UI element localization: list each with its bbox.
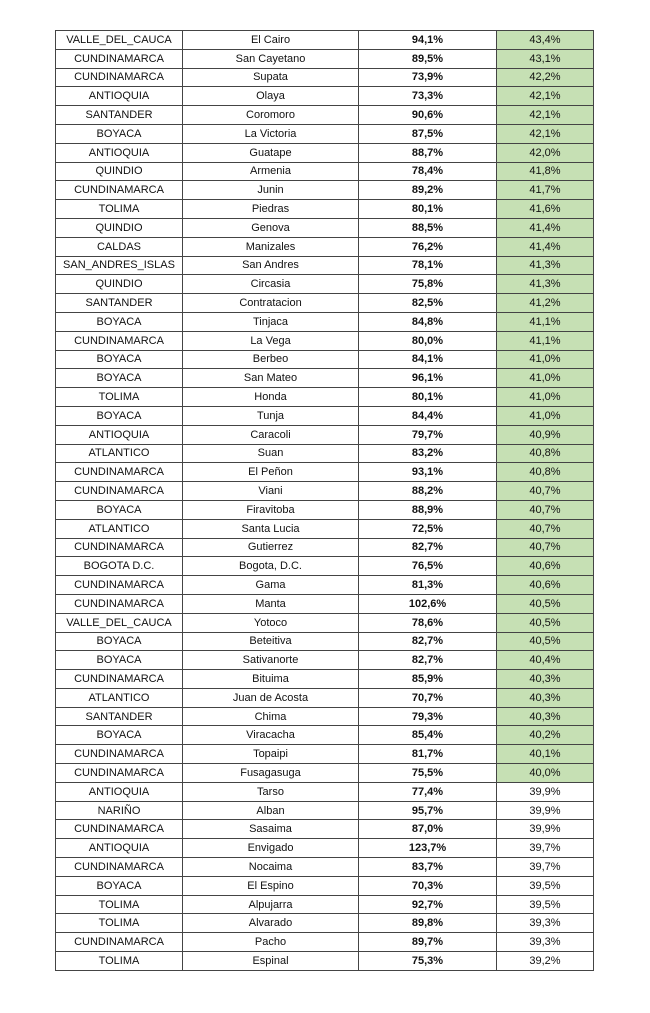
percent-secondary-cell: 41,3% (497, 256, 594, 275)
percent-secondary-cell: 41,4% (497, 237, 594, 256)
table-row (56, 49, 594, 68)
table-row (56, 444, 594, 463)
percent-secondary-cell: 41,6% (497, 200, 594, 219)
percent-secondary-cell: 39,3% (497, 914, 594, 933)
department-cell: SANTANDER (56, 707, 183, 726)
municipality-cell: Juan de Acosta (183, 688, 359, 707)
table-row (56, 181, 594, 200)
municipality-cell: Berbeo (183, 350, 359, 369)
table-row (56, 388, 594, 407)
municipality-cell: La Victoria (183, 124, 359, 143)
department-cell: QUINDIO (56, 162, 183, 181)
percent-secondary-cell: 40,7% (497, 538, 594, 557)
percent-secondary-cell: 40,3% (497, 707, 594, 726)
municipality-cell: Pacho (183, 933, 359, 952)
table-body (56, 31, 594, 971)
municipality-cell: Circasia (183, 275, 359, 294)
percent-secondary-cell: 40,5% (497, 632, 594, 651)
percent-secondary-cell: 39,7% (497, 858, 594, 877)
percent-primary-cell: 83,2% (359, 444, 497, 463)
table-row (56, 670, 594, 689)
percent-primary-cell: 70,3% (359, 876, 497, 895)
percent-primary-cell: 76,5% (359, 557, 497, 576)
percent-secondary-cell: 41,0% (497, 406, 594, 425)
municipality-cell: Espinal (183, 952, 359, 971)
department-cell: ATLANTICO (56, 519, 183, 538)
percent-primary-cell: 80,1% (359, 200, 497, 219)
table-row (56, 124, 594, 143)
percent-primary-cell: 70,7% (359, 688, 497, 707)
percent-primary-cell: 89,5% (359, 49, 497, 68)
municipality-cell: Armenia (183, 162, 359, 181)
department-cell: TOLIMA (56, 952, 183, 971)
municipality-cell: Tarso (183, 782, 359, 801)
municipality-cell: Honda (183, 388, 359, 407)
department-cell: CALDAS (56, 237, 183, 256)
department-cell: SANTANDER (56, 106, 183, 125)
percent-primary-cell: 72,5% (359, 519, 497, 538)
percent-secondary-cell: 40,5% (497, 594, 594, 613)
table-row (56, 200, 594, 219)
percent-secondary-cell: 39,9% (497, 820, 594, 839)
percent-secondary-cell: 41,2% (497, 294, 594, 313)
department-cell: BOYACA (56, 651, 183, 670)
percent-secondary-cell: 42,1% (497, 87, 594, 106)
municipality-cell: San Andres (183, 256, 359, 275)
table-row (56, 651, 594, 670)
percent-primary-cell: 84,1% (359, 350, 497, 369)
percent-primary-cell: 75,8% (359, 275, 497, 294)
percent-primary-cell: 83,7% (359, 858, 497, 877)
table-row (56, 538, 594, 557)
percent-primary-cell: 93,1% (359, 463, 497, 482)
percent-primary-cell: 84,4% (359, 406, 497, 425)
municipality-cell: Santa Lucia (183, 519, 359, 538)
municipality-cell: Piedras (183, 200, 359, 219)
municipality-cell: Alpujarra (183, 895, 359, 914)
table-row (56, 275, 594, 294)
percent-secondary-cell: 40,8% (497, 463, 594, 482)
department-cell: CUNDINAMARCA (56, 482, 183, 501)
municipality-cell: La Vega (183, 331, 359, 350)
percent-primary-cell: 88,7% (359, 143, 497, 162)
table-row (56, 933, 594, 952)
municipality-cell: Firavitoba (183, 500, 359, 519)
municipality-cell: Manta (183, 594, 359, 613)
percent-secondary-cell: 40,7% (497, 500, 594, 519)
percent-secondary-cell: 40,3% (497, 688, 594, 707)
municipality-cell: Bituima (183, 670, 359, 689)
percent-secondary-cell: 39,9% (497, 801, 594, 820)
table-row (56, 594, 594, 613)
percent-secondary-cell: 40,7% (497, 519, 594, 538)
department-cell: ANTIOQUIA (56, 839, 183, 858)
percent-secondary-cell: 43,1% (497, 49, 594, 68)
percent-primary-cell: 96,1% (359, 369, 497, 388)
municipality-cell: San Cayetano (183, 49, 359, 68)
percent-primary-cell: 87,5% (359, 124, 497, 143)
table-row (56, 519, 594, 538)
department-cell: CUNDINAMARCA (56, 538, 183, 557)
table-row (56, 820, 594, 839)
table-row (56, 237, 594, 256)
table-row (56, 839, 594, 858)
department-cell: CUNDINAMARCA (56, 181, 183, 200)
municipality-cell: San Mateo (183, 369, 359, 388)
table-row (56, 162, 594, 181)
percent-primary-cell: 80,0% (359, 331, 497, 350)
municipality-cell: El Espino (183, 876, 359, 895)
percent-primary-cell: 102,6% (359, 594, 497, 613)
department-cell: BOYACA (56, 369, 183, 388)
department-cell: CUNDINAMARCA (56, 576, 183, 595)
percent-primary-cell: 81,7% (359, 745, 497, 764)
table-row (56, 331, 594, 350)
municipality-cell: Beteitiva (183, 632, 359, 651)
department-cell: BOYACA (56, 350, 183, 369)
municipality-cell: Viracacha (183, 726, 359, 745)
table-row (56, 68, 594, 87)
percent-secondary-cell: 42,0% (497, 143, 594, 162)
department-cell: BOYACA (56, 876, 183, 895)
table-row (56, 369, 594, 388)
department-cell: CUNDINAMARCA (56, 820, 183, 839)
department-cell: CUNDINAMARCA (56, 68, 183, 87)
department-cell: CUNDINAMARCA (56, 463, 183, 482)
percent-secondary-cell: 40,6% (497, 576, 594, 595)
table-row (56, 782, 594, 801)
table-row (56, 406, 594, 425)
department-cell: TOLIMA (56, 895, 183, 914)
percent-primary-cell: 90,6% (359, 106, 497, 125)
municipality-cell: Gama (183, 576, 359, 595)
municipality-cell: Caracoli (183, 425, 359, 444)
municipality-cell: Tunja (183, 406, 359, 425)
table-row (56, 632, 594, 651)
percent-primary-cell: 94,1% (359, 31, 497, 50)
department-cell: TOLIMA (56, 200, 183, 219)
table-row (56, 106, 594, 125)
department-cell: VALLE_DEL_CAUCA (56, 613, 183, 632)
department-cell: CUNDINAMARCA (56, 745, 183, 764)
percent-primary-cell: 82,5% (359, 294, 497, 313)
municipality-cell: Junin (183, 181, 359, 200)
percent-primary-cell: 89,7% (359, 933, 497, 952)
department-cell: CUNDINAMARCA (56, 49, 183, 68)
municipality-cell: Bogota, D.C. (183, 557, 359, 576)
department-cell: VALLE_DEL_CAUCA (56, 31, 183, 50)
percent-secondary-cell: 41,1% (497, 331, 594, 350)
percent-secondary-cell: 42,1% (497, 124, 594, 143)
table-row (56, 858, 594, 877)
department-cell: CUNDINAMARCA (56, 670, 183, 689)
department-cell: BOYACA (56, 726, 183, 745)
municipality-cell: Olaya (183, 87, 359, 106)
table-row (56, 312, 594, 331)
percent-primary-cell: 73,3% (359, 87, 497, 106)
percent-primary-cell: 82,7% (359, 632, 497, 651)
percent-primary-cell: 79,3% (359, 707, 497, 726)
percent-primary-cell: 76,2% (359, 237, 497, 256)
department-cell: BOYACA (56, 406, 183, 425)
percent-secondary-cell: 42,1% (497, 106, 594, 125)
percent-primary-cell: 88,5% (359, 218, 497, 237)
table-row (56, 914, 594, 933)
table-row (56, 895, 594, 914)
percent-secondary-cell: 39,5% (497, 876, 594, 895)
table-row (56, 707, 594, 726)
percent-secondary-cell: 41,0% (497, 388, 594, 407)
percent-secondary-cell: 40,5% (497, 613, 594, 632)
percent-secondary-cell: 40,7% (497, 482, 594, 501)
percent-secondary-cell: 41,0% (497, 350, 594, 369)
department-cell: NARIÑO (56, 801, 183, 820)
percent-secondary-cell: 40,0% (497, 764, 594, 783)
percent-secondary-cell: 41,0% (497, 369, 594, 388)
municipality-cell: Viani (183, 482, 359, 501)
percent-secondary-cell: 40,9% (497, 425, 594, 444)
percent-primary-cell: 82,7% (359, 651, 497, 670)
percent-secondary-cell: 41,4% (497, 218, 594, 237)
percent-secondary-cell: 40,4% (497, 651, 594, 670)
department-cell: ATLANTICO (56, 444, 183, 463)
percent-primary-cell: 95,7% (359, 801, 497, 820)
percent-primary-cell: 77,4% (359, 782, 497, 801)
department-cell: ANTIOQUIA (56, 782, 183, 801)
municipality-cell: Sasaima (183, 820, 359, 839)
percent-secondary-cell: 41,8% (497, 162, 594, 181)
table-row (56, 482, 594, 501)
table-row (56, 294, 594, 313)
table-row (56, 31, 594, 50)
percent-primary-cell: 85,9% (359, 670, 497, 689)
department-cell: BOYACA (56, 124, 183, 143)
percent-secondary-cell: 39,2% (497, 952, 594, 971)
table-row (56, 463, 594, 482)
percent-primary-cell: 123,7% (359, 839, 497, 858)
percent-primary-cell: 84,8% (359, 312, 497, 331)
department-cell: TOLIMA (56, 914, 183, 933)
municipality-cell: Envigado (183, 839, 359, 858)
percent-primary-cell: 80,1% (359, 388, 497, 407)
municipality-cell: Guatape (183, 143, 359, 162)
percent-secondary-cell: 39,7% (497, 839, 594, 858)
department-cell: QUINDIO (56, 218, 183, 237)
table-row (56, 87, 594, 106)
table-row (56, 500, 594, 519)
percent-primary-cell: 78,6% (359, 613, 497, 632)
table-row (56, 876, 594, 895)
municipality-cell: Gutierrez (183, 538, 359, 557)
percent-secondary-cell: 41,3% (497, 275, 594, 294)
department-cell: BOYACA (56, 500, 183, 519)
municipality-cell: Sativanorte (183, 651, 359, 670)
percent-primary-cell: 75,5% (359, 764, 497, 783)
table-row (56, 745, 594, 764)
table-row (56, 256, 594, 275)
department-cell: CUNDINAMARCA (56, 858, 183, 877)
department-cell: CUNDINAMARCA (56, 933, 183, 952)
table-row (56, 218, 594, 237)
department-cell: CUNDINAMARCA (56, 331, 183, 350)
percent-secondary-cell: 43,4% (497, 31, 594, 50)
department-cell: ATLANTICO (56, 688, 183, 707)
percent-secondary-cell: 39,3% (497, 933, 594, 952)
data-table (55, 30, 594, 971)
department-cell: CUNDINAMARCA (56, 594, 183, 613)
table-row (56, 726, 594, 745)
municipality-cell: Genova (183, 218, 359, 237)
department-cell: TOLIMA (56, 388, 183, 407)
municipality-cell: Supata (183, 68, 359, 87)
municipality-cell: Manizales (183, 237, 359, 256)
table-row (56, 576, 594, 595)
department-cell: SAN_ANDRES_ISLAS (56, 256, 183, 275)
municipality-cell: Chima (183, 707, 359, 726)
department-cell: BOYACA (56, 312, 183, 331)
percent-primary-cell: 75,3% (359, 952, 497, 971)
table-row (56, 143, 594, 162)
percent-primary-cell: 73,9% (359, 68, 497, 87)
percent-secondary-cell: 40,3% (497, 670, 594, 689)
percent-primary-cell: 88,9% (359, 500, 497, 519)
table-row (56, 350, 594, 369)
municipality-cell: Alban (183, 801, 359, 820)
department-cell: ANTIOQUIA (56, 425, 183, 444)
percent-primary-cell: 89,2% (359, 181, 497, 200)
municipality-cell: Tinjaca (183, 312, 359, 331)
table-row (56, 425, 594, 444)
percent-secondary-cell: 39,9% (497, 782, 594, 801)
municipality-cell: El Peñon (183, 463, 359, 482)
percent-secondary-cell: 40,8% (497, 444, 594, 463)
department-cell: CUNDINAMARCA (56, 764, 183, 783)
percent-primary-cell: 89,8% (359, 914, 497, 933)
percent-secondary-cell: 41,1% (497, 312, 594, 331)
municipality-cell: El Cairo (183, 31, 359, 50)
table-row (56, 688, 594, 707)
municipality-cell: Alvarado (183, 914, 359, 933)
percent-secondary-cell: 39,5% (497, 895, 594, 914)
percent-primary-cell: 92,7% (359, 895, 497, 914)
municipality-cell: Contratacion (183, 294, 359, 313)
percent-secondary-cell: 40,2% (497, 726, 594, 745)
municipality-cell: Coromoro (183, 106, 359, 125)
department-cell: ANTIOQUIA (56, 143, 183, 162)
percent-primary-cell: 78,1% (359, 256, 497, 275)
percent-primary-cell: 88,2% (359, 482, 497, 501)
percent-secondary-cell: 40,6% (497, 557, 594, 576)
percent-primary-cell: 79,7% (359, 425, 497, 444)
department-cell: BOGOTA D.C. (56, 557, 183, 576)
table-row (56, 764, 594, 783)
percent-secondary-cell: 41,7% (497, 181, 594, 200)
percent-secondary-cell: 40,1% (497, 745, 594, 764)
percent-primary-cell: 81,3% (359, 576, 497, 595)
department-cell: QUINDIO (56, 275, 183, 294)
percent-primary-cell: 82,7% (359, 538, 497, 557)
percent-secondary-cell: 42,2% (497, 68, 594, 87)
percent-primary-cell: 87,0% (359, 820, 497, 839)
municipality-cell: Fusagasuga (183, 764, 359, 783)
municipality-cell: Nocaima (183, 858, 359, 877)
department-cell: ANTIOQUIA (56, 87, 183, 106)
municipality-cell: Suan (183, 444, 359, 463)
percent-primary-cell: 85,4% (359, 726, 497, 745)
department-cell: BOYACA (56, 632, 183, 651)
municipality-cell: Yotoco (183, 613, 359, 632)
table-row (56, 613, 594, 632)
department-cell: SANTANDER (56, 294, 183, 313)
table-row (56, 801, 594, 820)
table-row (56, 952, 594, 971)
table-row (56, 557, 594, 576)
percent-primary-cell: 78,4% (359, 162, 497, 181)
municipality-cell: Topaipi (183, 745, 359, 764)
